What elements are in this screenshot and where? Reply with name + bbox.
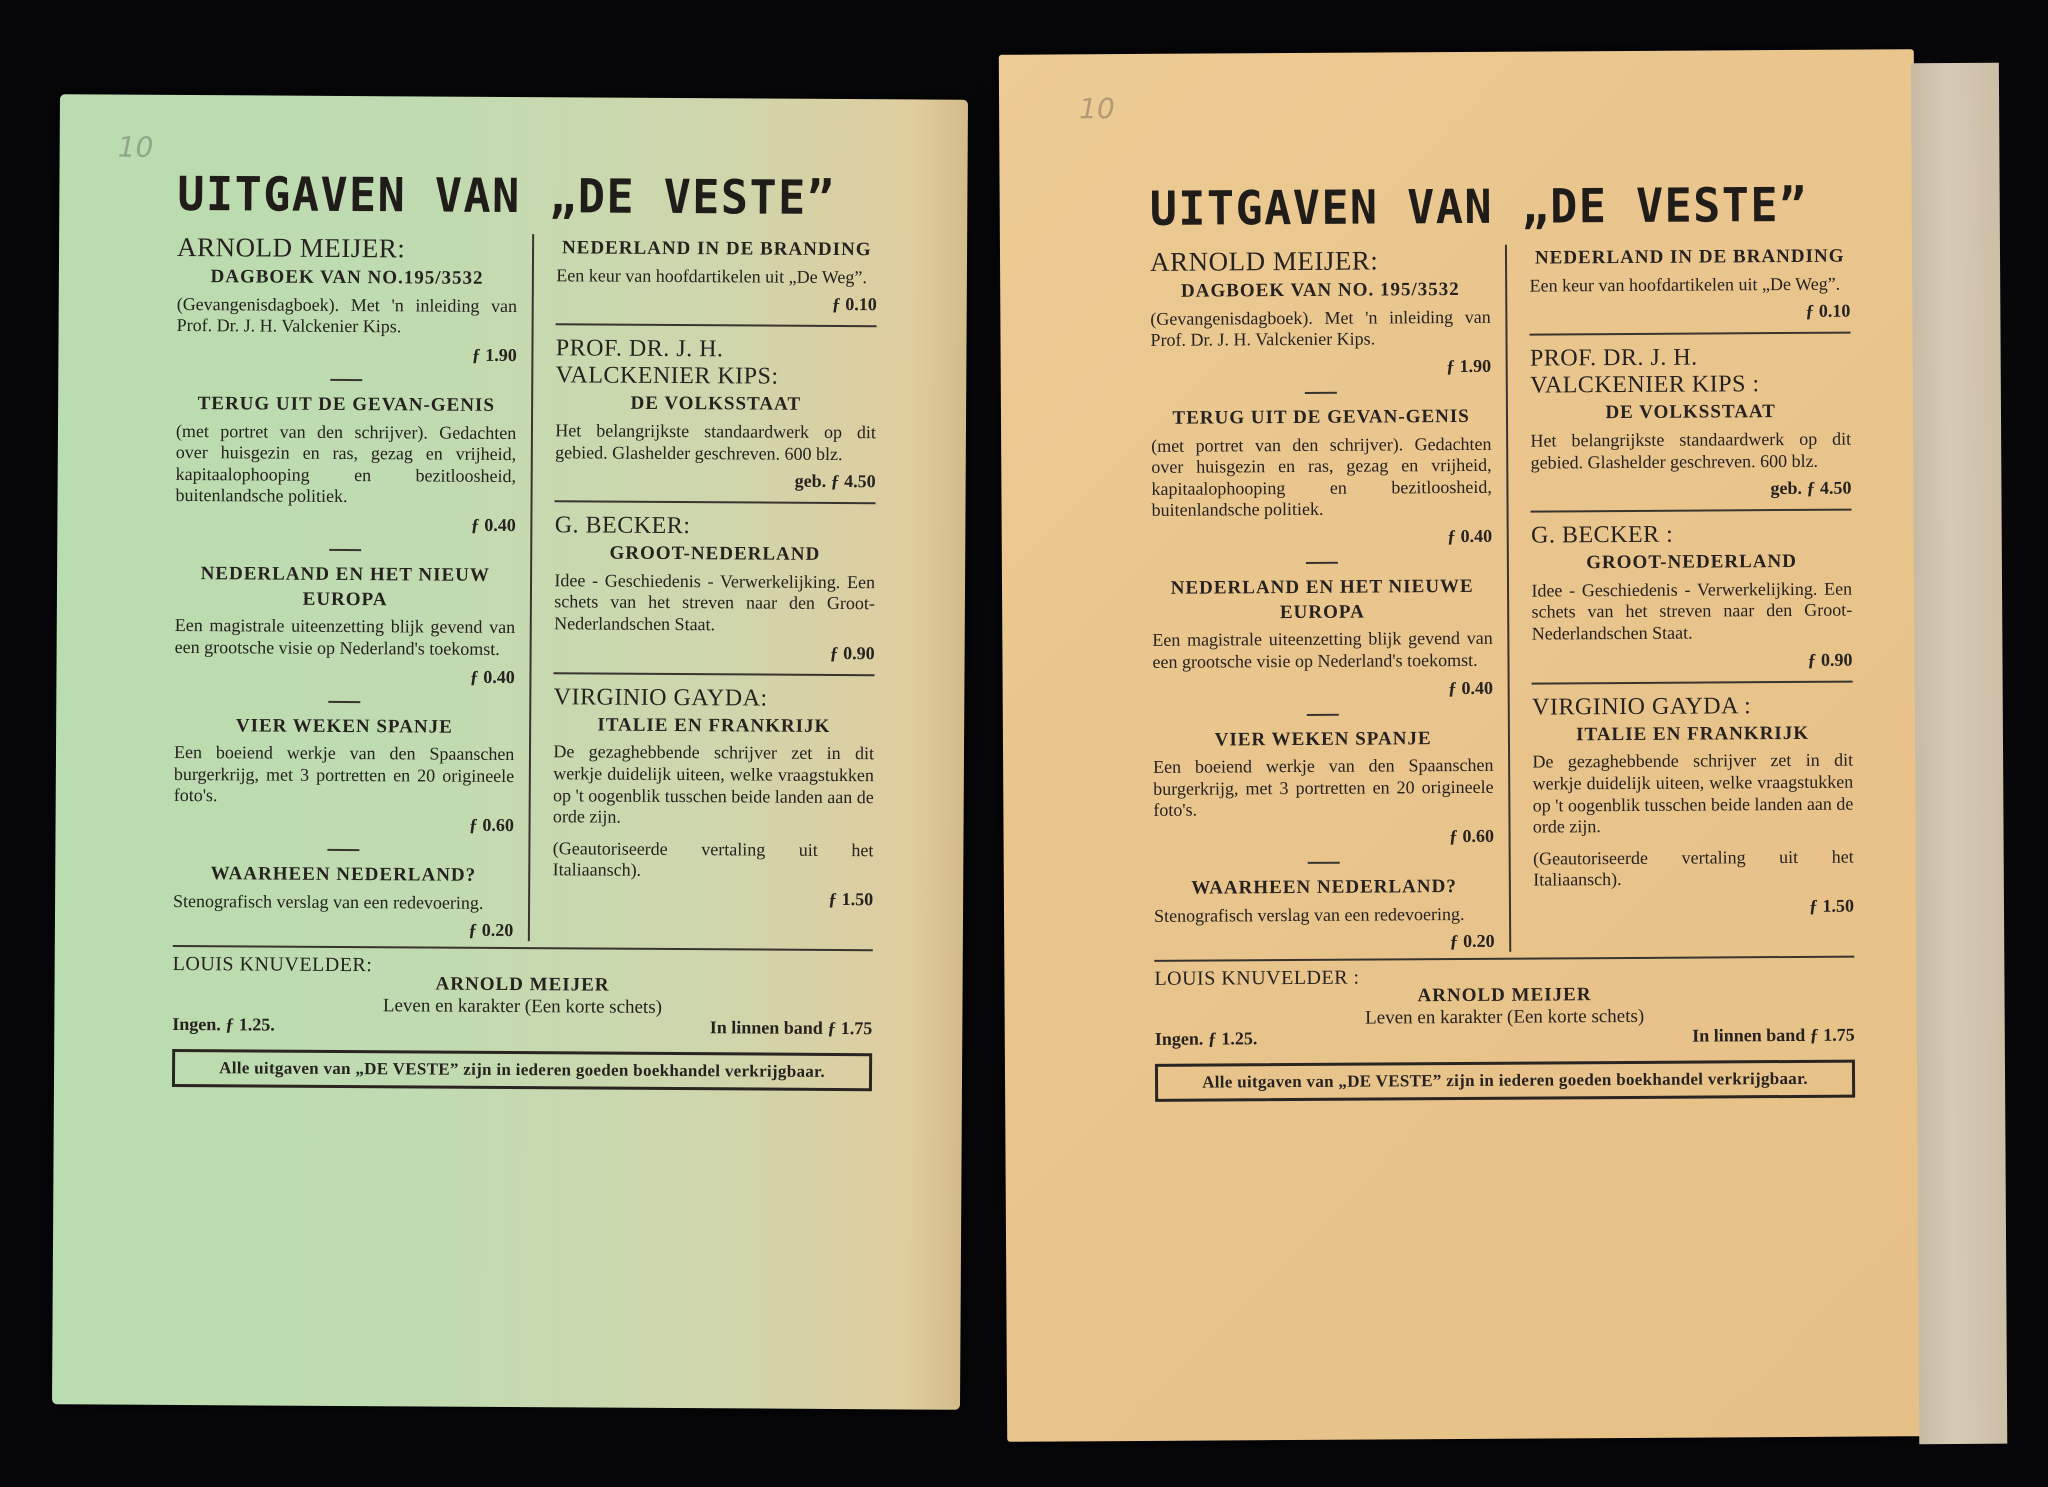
book-price: ƒ 0.20	[1449, 931, 1495, 952]
pencil-note: 10	[1079, 92, 1115, 126]
book-entry	[555, 336, 877, 493]
price-linen: In linnen band ƒ 1.75	[1692, 1024, 1855, 1046]
right-column	[1507, 243, 1854, 952]
book-description: Idee - Geschiedenis - Verwerkelijking. Een schets van het streven naar den Groot-Nederlandschen Staat.	[1531, 578, 1853, 644]
price-paper: Ingen. ƒ 1.25.	[172, 1014, 275, 1035]
book-price: ƒ 1.90	[1445, 355, 1492, 376]
book-entry	[556, 236, 877, 315]
separator	[329, 549, 361, 551]
book-entry	[554, 512, 876, 663]
book-price: ƒ 1.50	[828, 888, 874, 910]
separator	[328, 849, 360, 851]
book-entry	[176, 232, 517, 366]
book-title: NEDERLAND IN DE BRANDING	[561, 237, 872, 261]
book-title: GROOT-NEDERLAND	[1586, 551, 1797, 574]
book-description: Een boeiend werkje van den Spaanschen burgerkrijg, met 3 portretten en 20 origineele foto's.	[1153, 754, 1494, 821]
book-description: Het belangrijkste standaardwerk op dit gebied. Glashelder geschreven. 600 blz.	[555, 420, 877, 464]
book-description: Leven en karakter (Een korte schets)	[382, 995, 663, 1019]
book-description: Het belangrijkste standaardwerk op dit gebied. Glashelder geschreven. 600 blz.	[1530, 428, 1852, 473]
author: ARNOLD MEIJER:	[1149, 245, 1379, 277]
separator	[330, 379, 362, 381]
book-title: GROOT-NEDERLAND	[609, 542, 821, 566]
author: G. BECKER:	[554, 512, 691, 540]
book-price: ƒ 0.60	[1448, 825, 1494, 847]
book-description: (met portret van den schrijver). Gedachten over huisgezin en ras, gezag en vrijheid, kapitaalophooping en bezitloosheid, buitenlandsche politiek.	[175, 420, 517, 507]
price-linen: In linnen band ƒ 1.75	[709, 1017, 873, 1039]
book-price: ƒ 0.60	[468, 814, 514, 835]
book-entry	[1153, 726, 1494, 849]
book-entry	[1154, 875, 1495, 954]
book-title: DE VOLKSSTAAT	[1605, 401, 1776, 424]
book-description: Een magistrale uiteenzetting blijk gevend van een grootsche visie op Nederland's toekomst.	[1152, 628, 1493, 672]
book-entry	[1531, 521, 1853, 672]
book-title: NEDERLAND EN HET NIEUWE EUROPA	[1170, 575, 1474, 623]
book-price: geb. ƒ 4.50	[794, 470, 876, 492]
book-description: (Gevangenisdagboek). Met 'n inleiding van Prof. Dr. J. H. Valckenier Kips.	[176, 293, 518, 337]
book-title: WAARHEEN NEDERLAND?	[1191, 875, 1457, 899]
book-description: Idee - Geschiedenis - Verwerkelijking. Een schets van het streven naar den Groot-Nederlandschen Staat.	[554, 570, 876, 635]
book-title: TERUG UIT DE GEVAN-GENIS	[197, 392, 496, 416]
book-price: ƒ 0.20	[468, 919, 514, 941]
book-entry	[1150, 245, 1491, 379]
left-column	[1150, 245, 1512, 954]
left-column	[173, 232, 535, 941]
separator	[1307, 713, 1339, 715]
book-entry	[1151, 405, 1492, 549]
book-entry	[1532, 692, 1854, 918]
author: PROF. DR. J. H. VALCKENIER KIPS :	[1529, 344, 1760, 399]
book-title: VIER WEKEN SPANJE	[235, 714, 453, 738]
book-price: ƒ 0.40	[1447, 525, 1493, 547]
book-title: VIER WEKEN SPANJE	[1214, 727, 1432, 751]
book-description: De gezaghebbende schrijver zet in dit werkje duidelijk uiteen, welke vraagstukken op 't oogenblik tusschen beide landen aan de orde zijn.	[552, 741, 875, 827]
footer	[1154, 956, 1855, 1102]
book-note: (Geautoriseerde vertaling uit het Italiaansch).	[552, 837, 874, 881]
page-title: UITGAVEN VAN „DE VESTE”	[177, 166, 836, 226]
book-price: ƒ 0.90	[1807, 649, 1853, 670]
separator	[1305, 392, 1337, 394]
rule	[554, 672, 875, 676]
book-price: ƒ 0.40	[1447, 677, 1494, 698]
columns	[173, 232, 877, 944]
pencil-note: 10	[117, 130, 154, 164]
rule	[1531, 509, 1852, 513]
author: LOUIS KNUVELDER :	[1154, 966, 1360, 991]
back-cover-ad	[1150, 178, 1856, 1102]
rule	[556, 324, 877, 328]
book-description: Een magistrale uiteenzetting blijk gevend van een grootsche visie op Nederland's toekomst.	[174, 615, 516, 659]
book-description: (met portret van den schrijver). Gedachten over huisgezin en ras, gezag en vrijheid, kapitaalophooping en bezitloosheid, buitenlandsche politiek.	[1151, 433, 1492, 521]
booklet-orange	[999, 49, 1922, 1442]
book-description: Een boeiend werkje van den Spaanschen burgerkrijg, met 3 portretten en 20 origineele foto's.	[173, 742, 515, 806]
book-title: ITALIE EN FRANKRIJK	[597, 714, 831, 737]
back-cover-ad	[172, 167, 878, 1091]
book-price: ƒ 1.90	[471, 344, 517, 365]
footer	[172, 945, 873, 1091]
book-price: ƒ 0.90	[829, 642, 875, 663]
book-entry	[173, 713, 514, 836]
book-description: Een keur van hoofdartikelen uit „De Weg”.	[556, 264, 867, 287]
book-title: NEDERLAND EN HET NIEUW EUROPA	[200, 563, 490, 610]
book-title: ITALIE EN FRANKRIJK	[1576, 722, 1810, 745]
booklet-green	[52, 94, 968, 1410]
separator	[1306, 562, 1338, 564]
book-entry	[1530, 344, 1852, 501]
book-description: Stenografisch verslag van een redevoering.	[173, 890, 484, 913]
rule	[1532, 680, 1853, 684]
book-entry	[173, 862, 514, 941]
book-title: TERUG UIT DE GEVAN-GENIS	[1172, 405, 1470, 429]
author: VIRGINIO GAYDA :	[1532, 692, 1752, 721]
book-price: ƒ 0.10	[831, 294, 877, 315]
book-description: Leven en karakter (Een korte schets)	[1365, 1006, 1645, 1029]
author: ARNOLD MEIJER:	[176, 231, 406, 264]
book-title: WAARHEEN NEDERLAND?	[210, 863, 477, 886]
author: VIRGINIO GAYDA:	[553, 683, 768, 712]
author: PROF. DR. J. H. VALCKENIER KIPS:	[555, 335, 779, 390]
booklet-spine	[1911, 63, 2007, 1445]
author: G. BECKER :	[1530, 521, 1674, 549]
book-price: ƒ 0.10	[1805, 300, 1851, 322]
availability-notice: Alle uitgaven van „DE VESTE” zijn in iederen goeden boekhandel verkrijgbaar.	[1155, 1060, 1855, 1102]
separator	[1308, 862, 1340, 864]
book-entry	[552, 684, 874, 910]
book-price: ƒ 0.40	[469, 666, 515, 687]
book-description: De gezaghebbende schrijver zet in dit werkje duidelijk uiteen, welke vraagstukken op 't oogenblik tusschen beide landen aan de orde zijn.	[1532, 749, 1854, 837]
book-description: Stenografisch verslag van een redevoering.	[1153, 903, 1465, 926]
book-entry	[1152, 575, 1493, 701]
rule	[555, 500, 876, 504]
book-title: NEDERLAND IN DE BRANDING	[1534, 245, 1845, 269]
availability-notice: Alle uitgaven van „DE VESTE” zijn in iederen goeden boekhandel verkrijgbaar.	[172, 1049, 872, 1091]
book-title: ARNOLD MEIJER	[435, 973, 610, 996]
book-entry	[174, 562, 515, 688]
price-paper: Ingen. ƒ 1.25.	[1154, 1028, 1258, 1050]
book-note: (Geautoriseerde vertaling uit het Italiaansch).	[1532, 846, 1854, 890]
book-entry	[1529, 245, 1850, 324]
right-column	[530, 234, 877, 943]
book-entry	[175, 392, 516, 536]
book-title: ARNOLD MEIJER	[1417, 984, 1592, 1007]
rule	[1530, 332, 1851, 336]
book-price: ƒ 1.50	[1808, 895, 1855, 916]
book-title: DE VOLKSSTAAT	[630, 393, 802, 416]
book-description: Een keur van hoofdartikelen uit „De Weg”.	[1529, 273, 1841, 296]
columns	[1150, 243, 1854, 955]
book-title: DAGBOEK VAN NO. 195/3532	[1180, 278, 1460, 302]
book-title: DAGBOEK VAN NO.195/3532	[210, 266, 484, 289]
separator	[328, 700, 360, 702]
author: LOUIS KNUVELDER:	[172, 953, 373, 977]
page-title: UITGAVEN VAN „DE VESTE”	[1149, 177, 1808, 237]
book-price: ƒ 0.40	[470, 514, 516, 535]
book-price: geb. ƒ 4.50	[1770, 477, 1852, 499]
book-description: (Gevangenisdagboek). Met 'n inleiding van Prof. Dr. J. H. Valckenier Kips.	[1150, 306, 1491, 351]
